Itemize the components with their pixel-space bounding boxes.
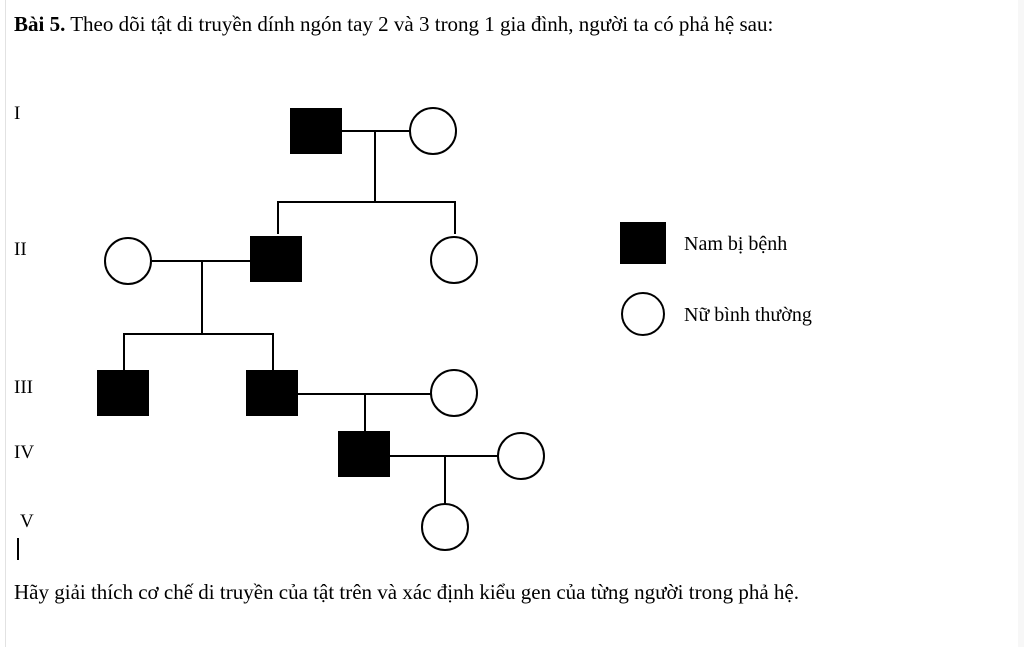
page-right-edge [1018, 0, 1024, 647]
individual-v-1-female-unaffected [421, 503, 469, 551]
individual-iii-1-male-affected [97, 370, 149, 416]
descent-line-ii [201, 260, 203, 334]
individual-i-1-male-affected [290, 108, 342, 154]
question-statement [14, 8, 998, 40]
sibling-drop-iii-1 [123, 333, 125, 371]
sibling-drop-iii-2 [272, 333, 274, 371]
generation-label-ii: II [14, 239, 27, 260]
legend-open-circle-icon [621, 292, 665, 336]
page-left-edge [0, 0, 6, 647]
individual-iv-1-male-affected [338, 431, 390, 477]
sibling-drop-ii-2 [277, 201, 279, 234]
individual-iii-3-female-unaffected [430, 369, 478, 417]
descent-line-i [374, 130, 376, 202]
sibship-bar-ii [277, 201, 456, 203]
individual-i-2-female-unaffected [409, 107, 457, 155]
question-closing-instruction: Hãy giải thích cơ chế di truyền của tật trên và xác định kiểu gen của từng người trong phả hệ. [14, 580, 799, 604]
descent-line-iii [364, 393, 366, 432]
individual-ii-1-female-unaffected [104, 237, 152, 285]
individual-ii-2-male-affected [250, 236, 302, 282]
legend-filled-square-icon [620, 222, 666, 264]
individual-iii-2-male-affected [246, 370, 298, 416]
individual-iv-2-female-unaffected [497, 432, 545, 480]
sibling-drop-ii-3 [454, 201, 456, 234]
sibship-bar-iii [123, 333, 274, 335]
legend-label-affected-male: Nam bị bệnh [684, 233, 788, 255]
generation-label-iii: III [14, 377, 33, 398]
generation-label-i: I [14, 103, 21, 124]
generation-label-iv: IV [14, 442, 35, 463]
question-number: Bài 5. [14, 12, 66, 36]
generation-label-v: V [20, 511, 34, 532]
legend-label-normal-female: Nữ bình thường [684, 304, 812, 326]
descent-line-iv [444, 455, 446, 504]
individual-ii-3-female-unaffected [430, 236, 478, 284]
cursor-tick [17, 538, 19, 560]
question-body: Theo dõi tật di truyền dính ngón tay 2 và 3 trong 1 gia đình, người ta có phả hệ sau: [65, 12, 774, 36]
